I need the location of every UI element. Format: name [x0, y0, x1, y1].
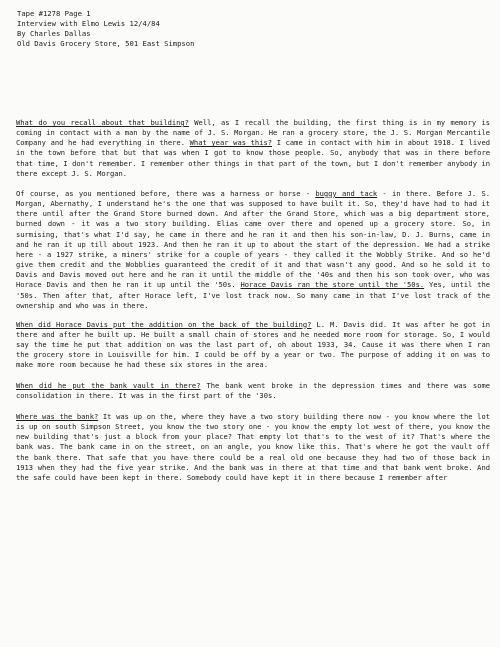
transcript-header: [17, 9, 194, 49]
interview-question: Where was the bank?: [16, 411, 99, 421]
interview-question: When did Horace Davis put the addition on the back of the building?: [16, 319, 312, 329]
transcript-paragraph: [16, 189, 490, 311]
interview-question: What do you recall about that building?: [16, 118, 189, 127]
transcript-paragraph: [16, 412, 490, 483]
interview-answer: Of course, as you mentioned before, there was a harness or horse -: [16, 188, 316, 198]
interview-answer: The bank went broke in the depression times and there was some consolidation in there. It was in the first part of the '30s.: [16, 380, 491, 400]
location-line: Old Davis Grocery Store, 501 East Simpson: [17, 39, 195, 48]
transcript-body: [16, 118, 490, 492]
transcript-paragraph: [16, 320, 490, 371]
interviewer-line: By Charles Dallas: [17, 29, 91, 38]
interview-answer: - in there. Before J. S. Morgan, Abernathy, I understand he's the one that was supposed to have built it. So, they'd have had to had it there until after the Grand Store burned down. And after the Grand Store, which was a big department store, burned down - it was a two story building. Elias came over there and opened up a grocery store. So, in surmising, that's what I'd say, he came in there and he ran it and then his son-in-law, D. J. Burns, came in and he ran it up till about 1923. And then he ran it up to about the start of the depression. We had a strike here - a 1927 strike, a miners' strike for a couple of years - they called it the Wobbly Strike. And so he'd give them credit and the Wobblies guaranteed the credit of it and that wasn't any good. And so he sold it to Davis and Davis moved out here and he ran it until the middle of the '40s and then his son took over, who was Horace Davis and then he ran it up until the '50s.: [16, 188, 490, 290]
interview-answer: It was up on the, where they have a two story building there now - you know where the lot is up on south Simpson Street, you know the two story one - you know the empty lot west of there, you know the new building that's just a block from your place? That empty lot that's to the west of it? That's where the bank was. The bank came in on the street, on an angle, you know like this. That's where he got the vault off the bank there. That safe that you have there could be a real old one because they had two of those back in 1913 when they had the five year strike. And the bank was in there at that time and that bank went broke. And the safe could have been kept in there. Somebody could have kept it in there because I remember after: [16, 411, 490, 482]
interview-answer: Well, as I recall the building, the first thing is in my memory is coming in contact with a man by the name of J. S. Morgan. He ran a grocery store, the J. S. Morgan Mercantile Company and he had everything in there.: [16, 118, 490, 148]
interview-question: What year was this?: [189, 138, 273, 148]
interview-question: When did he put the bank vault in there?: [16, 380, 201, 390]
transcript-paragraph: [16, 118, 490, 179]
interview-question: buggy and tack: [315, 188, 378, 198]
interview-answer: Yes, until the '50s. Then after that, after Horace left, I've lost track now. So many came in that I've lost track of the ownership and who was in there.: [16, 280, 491, 310]
tape-page-line: Tape #1278 Page 1: [17, 9, 91, 18]
interview-answer: L. M. Davis did. It was after he got in there and after he built up. He built a small chain of stores and he needed more room for storage. So, I would say the time he put that addition on was the last part of, oh about 1933, 34. Cause it was there when I ran the grocery store in Louisville for him. I could be off by a year or two. The purpose of adding it on was to make more room because he had these six stores in the area.: [16, 319, 490, 370]
interview-answer: I came in contact with him in about 1918. I lived in the town before that but that was when I got to know those people. So, anybody that was in there before that time, I don't remember. I remember other things in that part of the town, but I don't remember anybody in there except J. S. Morgan.: [16, 138, 490, 178]
interview-line: Interview with Elmo Lewis 12/4/84: [17, 19, 160, 28]
interview-question: Horace Davis ran the store until the '50s.: [240, 280, 425, 290]
transcript-paragraph: [16, 381, 490, 401]
